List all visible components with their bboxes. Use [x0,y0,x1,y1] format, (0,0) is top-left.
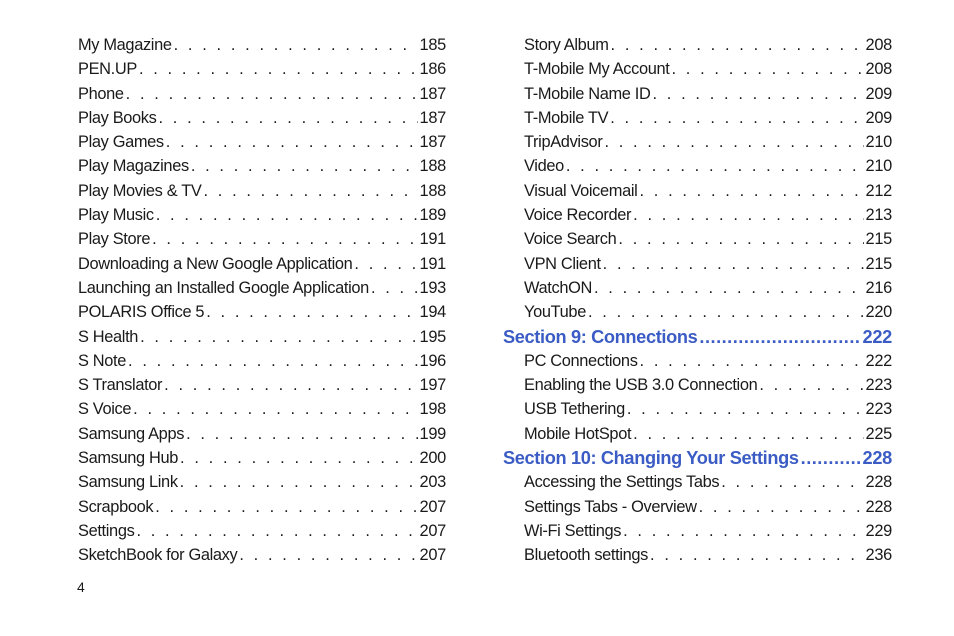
toc-entry[interactable] [503,422,892,446]
toc-leader-dots [627,397,864,421]
toc-entry-title: USB Tethering [524,400,625,419]
toc-entry-title: Scrapbook [78,497,154,516]
toc-entry[interactable] [503,82,892,106]
toc-entry-title: Mobile HotSpot [524,424,632,443]
toc-entry[interactable] [78,543,446,567]
toc-page-number: 223 [865,376,892,395]
page-number: 4 [77,579,85,595]
toc-entry[interactable] [78,470,446,494]
toc-page-number: 198 [419,400,446,419]
toc-page-number: 215 [865,254,892,273]
toc-leader-dots [699,325,860,349]
toc-entry-title: SketchBook for Galaxy [78,546,238,565]
toc-entry-title: WatchON [524,278,592,297]
toc-entry[interactable] [503,397,892,421]
toc-entry-title: Launching an Installed Google Application [78,278,369,297]
toc-entry-title: Video [524,157,564,176]
toc-page-number: 213 [865,206,892,225]
toc-entry[interactable] [503,130,892,154]
toc-entry[interactable] [503,470,892,494]
toc-page-number: 207 [419,497,446,516]
toc-page-number: 187 [419,108,446,127]
toc-entry[interactable] [78,106,446,130]
toc-entry[interactable] [503,57,892,81]
toc-page-number: 188 [419,181,446,200]
toc-entry-title: Story Album [524,36,609,54]
toc-leader-dots [652,82,863,106]
toc-page-number: 185 [419,36,446,54]
toc-entry[interactable] [78,276,446,300]
toc-entry[interactable] [78,154,446,178]
toc-page-number: 191 [419,254,446,273]
toc-leader-dots [206,300,417,324]
toc-entry[interactable] [503,276,892,300]
toc-entry-title: Downloading a New Google Application [78,254,353,273]
toc-page-number: 212 [865,181,892,200]
toc-page-number: 208 [865,36,892,54]
toc-page-number: 225 [865,424,892,443]
toc-entry-title: Accessing the Settings Tabs [524,473,720,492]
toc-entry-title: Samsung Link [78,473,178,492]
toc-entry[interactable] [78,495,446,519]
toc-page-number: 223 [865,400,892,419]
toc-leader-dots [159,106,418,130]
toc-leader-dots [126,82,418,106]
toc-leader-dots [671,57,863,81]
toc-leader-dots [139,57,418,81]
toc-entry[interactable] [78,82,446,106]
toc-page-number: 194 [419,303,446,322]
toc-entry[interactable] [78,33,446,57]
toc-leader-dots [128,349,418,373]
toc-entry-title: Phone [78,84,124,103]
toc-entry-title: S Note [78,351,127,370]
toc-entry[interactable] [78,203,446,227]
toc-entry[interactable] [78,57,446,81]
toc-page-number: 189 [419,206,446,225]
toc-entry-title: S Health [78,327,139,346]
toc-page-number: 191 [419,230,446,249]
toc-entry-title: PC Connections [524,351,638,370]
toc-entry[interactable] [78,446,446,470]
toc-left-column [78,33,446,568]
toc-page-number: 222 [865,351,892,370]
toc-entry[interactable] [503,154,892,178]
toc-leader-dots [174,33,418,57]
toc-page-number: 207 [419,546,446,565]
toc-page-number: 215 [865,230,892,249]
toc-page-number: 196 [419,351,446,370]
toc-leader-dots [639,179,863,203]
toc-leader-dots [650,543,864,567]
toc-page-number: 187 [419,84,446,103]
toc-entry-title: VPN Client [524,254,601,273]
toc-entry[interactable] [78,300,446,324]
toc-page-number: 207 [419,521,446,540]
toc-entry-title: S Translator [78,376,163,395]
toc-entry-title: Voice Recorder [524,206,632,225]
toc-leader-dots [640,349,864,373]
toc-entry-title: Play Games [78,133,164,152]
toc-page-number: 209 [865,84,892,103]
toc-page-number: 228 [862,448,892,469]
toc-leader-dots [156,203,418,227]
toc-page-number: 229 [865,521,892,540]
toc-entry-title: POLARIS Office 5 [78,303,205,322]
toc-leader-dots [721,470,863,494]
toc-page-number: 236 [865,546,892,565]
toc-leader-dots [191,154,418,178]
toc-entry-title: Play Store [78,230,151,249]
toc-leader-dots [164,373,417,397]
toc-page-number: 216 [865,278,892,297]
toc-leader-dots [203,179,417,203]
toc-leader-dots [155,495,417,519]
toc-entry-title: Settings [78,521,135,540]
toc-entry-title: Section 10: Changing Your Settings [503,448,799,469]
toc-entry-title: T-Mobile My Account [524,60,670,79]
toc-entry[interactable] [78,373,446,397]
toc-entry-title: YouTube [524,303,586,322]
toc-page-number: 208 [865,60,892,79]
toc-section-heading[interactable] [503,446,892,470]
toc-entry-title: Visual Voicemail [524,181,638,200]
toc-leader-dots [166,130,418,154]
toc-leader-dots [603,252,864,276]
toc-section-heading[interactable] [503,325,892,349]
toc-leader-dots [610,106,863,130]
toc-entry-title: Play Music [78,206,154,225]
toc-leader-dots [133,397,417,421]
toc-page-number: 193 [419,278,446,297]
toc-entry[interactable] [503,519,892,543]
toc-page-number: 199 [419,424,446,443]
toc-entry[interactable] [503,349,892,373]
toc-right-column [503,33,892,568]
toc-entry[interactable] [78,130,446,154]
toc-entry-title: T-Mobile TV [524,108,609,127]
toc-entry[interactable] [503,543,892,567]
toc-entry[interactable] [503,300,892,324]
toc-entry[interactable] [503,33,892,57]
toc-entry-title: Play Movies & TV [78,181,202,200]
toc-leader-dots [180,470,418,494]
toc-entry[interactable] [78,179,446,203]
toc-entry-title: Samsung Apps [78,424,185,443]
toc-entry[interactable] [78,397,446,421]
toc-leader-dots [180,446,418,470]
toc-leader-dots [699,495,864,519]
toc-leader-dots [140,325,417,349]
toc-page-number: 203 [419,473,446,492]
toc-page-number: 228 [865,473,892,492]
toc-entry[interactable] [503,203,892,227]
toc-entry-title: Play Magazines [78,157,189,176]
toc-entry[interactable] [503,227,892,251]
toc-entry[interactable] [503,179,892,203]
toc-leader-dots [136,519,417,543]
toc-page-number: 195 [419,327,446,346]
toc-leader-dots [566,154,864,178]
toc-page-number: 187 [419,133,446,152]
toc-leader-dots [239,543,417,567]
toc-page-number: 222 [862,326,892,347]
toc-leader-dots [588,300,864,324]
toc-leader-dots [611,33,864,57]
toc-entry[interactable] [503,495,892,519]
toc-leader-dots [623,519,863,543]
toc-page-number: 210 [865,133,892,152]
toc-page-number: 186 [419,60,446,79]
toc-entry-title: My Magazine [78,36,172,54]
toc-entry[interactable] [78,227,446,251]
toc-entry-title: S Voice [78,400,132,419]
toc-entry-title: Samsung Hub [78,449,179,468]
toc-entry[interactable] [503,373,892,397]
toc-entry[interactable] [78,325,446,349]
toc-leader-dots [604,130,863,154]
toc-page-number: 220 [865,303,892,322]
toc-entry[interactable] [78,422,446,446]
toc-page-number: 209 [865,108,892,127]
toc-entry-title: TripAdvisor [524,133,603,152]
toc-entry-title: Enabling the USB 3.0 Connection [524,376,758,395]
toc-entry[interactable] [503,106,892,130]
toc-leader-dots [633,422,863,446]
toc-leader-dots [186,422,417,446]
toc-leader-dots [371,276,418,300]
toc-leader-dots [354,252,417,276]
toc-leader-dots [152,227,417,251]
toc-entry-title: Bluetooth settings [524,546,649,565]
toc-page-number: 188 [419,157,446,176]
toc-entry-title: Play Books [78,108,157,127]
toc-leader-dots [633,203,863,227]
toc-page-number: 210 [865,157,892,176]
toc-page-number: 200 [419,449,446,468]
toc-leader-dots [801,446,861,470]
toc-leader-dots [618,227,863,251]
toc-entry[interactable] [78,519,446,543]
toc-entry-title: T-Mobile Name ID [524,84,651,103]
toc-entry-title: Wi-Fi Settings [524,521,622,540]
toc-entry[interactable] [78,252,446,276]
toc-entry[interactable] [78,349,446,373]
toc-entry-title: Settings Tabs - Overview [524,497,697,516]
toc-entry-title: PEN.UP [78,60,137,79]
toc-leader-dots [594,276,864,300]
toc-page-number: 197 [419,376,446,395]
toc-entry[interactable] [503,252,892,276]
toc-entry-title: Voice Search [524,230,617,249]
toc-leader-dots [759,373,863,397]
toc-entry-title: Section 9: Connections [503,326,698,347]
toc-page-number: 228 [865,497,892,516]
